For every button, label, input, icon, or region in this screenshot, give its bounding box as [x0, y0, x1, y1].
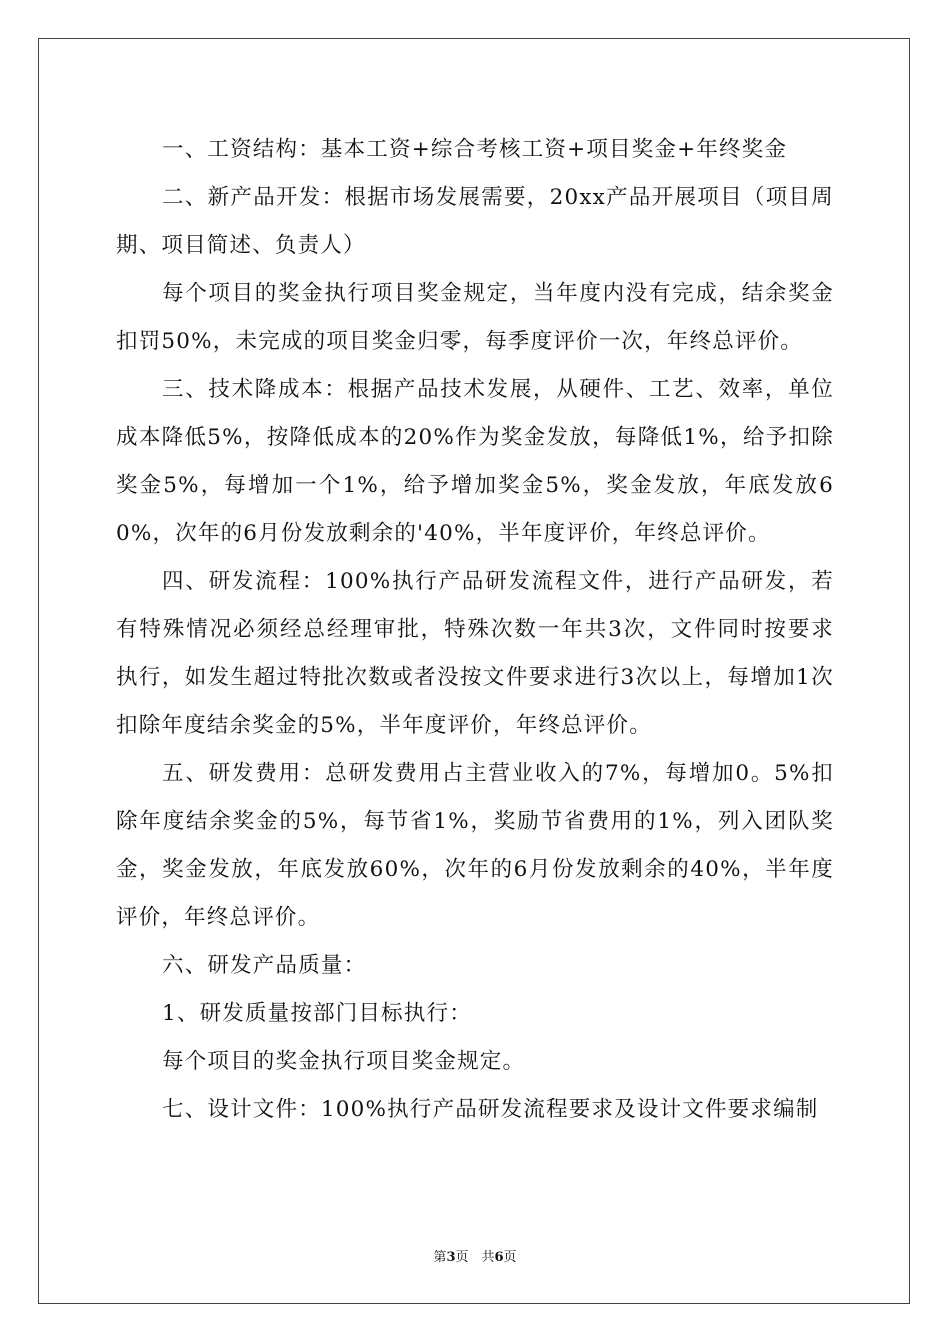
paragraph-project-bonus: 每个项目的奖金执行项目奖金规定，当年度内没有完成，结余奖金扣罚50%，未完成的项目奖金归零，每季度评价一次，年终总评价。	[116, 281, 834, 354]
paragraph-quality-heading: 六、研发产品质量：	[162, 953, 367, 978]
paragraph-new-product: 二、新产品开发：根据市场发展需要，20xx产品开展项目（项目周期、项目简述、负责人）	[116, 185, 834, 258]
page-mid: 页 共	[455, 1250, 495, 1265]
page-total: 6	[494, 1250, 504, 1265]
page-prefix: 第	[433, 1250, 447, 1265]
paragraph-cost-reduction: 三、技术降成本：根据产品技术发展，从硬件、工艺、效率，单位成本降低5%，按降低成本的20%作为奖金发放，每降低1%，给予扣除奖金5%，每增加一个1%，给予增加奖金5%，奖金发放，年底发放60%，次年的6月份发放剩余的'40%，半年度评价，年终总评价。	[116, 377, 834, 546]
document-body	[116, 126, 834, 1134]
page-footer	[0, 1246, 950, 1265]
page-suffix: 页	[503, 1250, 517, 1265]
paragraph-quality-target: 1、研发质量按部门目标执行：	[162, 1001, 472, 1026]
paragraph-salary-structure: 一、工资结构：基本工资+综合考核工资+项目奖金+年终奖金	[162, 137, 788, 162]
paragraph-rd-cost: 五、研发费用：总研发费用占主营业收入的7%，每增加0。5%扣除年度结余奖金的5%，每节省1%，奖励节省费用的1%，列入团队奖金，奖金发放，年底发放60%，次年的6月份发放剩余的40%，半年度评价，年终总评价。	[116, 761, 834, 930]
paragraph-rd-process: 四、研发流程：100%执行产品研发流程文件，进行产品研发，若有特殊情况必须经总经理审批，特殊次数一年共3次，文件同时按要求执行，如发生超过特批次数或者没按文件要求进行3次以上，每增加1次扣除年度结余奖金的5%，半年度评价，年终总评价。	[116, 569, 834, 738]
page-current: 3	[446, 1250, 456, 1265]
paragraph-design-files: 七、设计文件：100%执行产品研发流程要求及设计文件要求编制	[162, 1097, 819, 1122]
paragraph-quality-bonus: 每个项目的奖金执行项目奖金规定。	[162, 1049, 526, 1074]
